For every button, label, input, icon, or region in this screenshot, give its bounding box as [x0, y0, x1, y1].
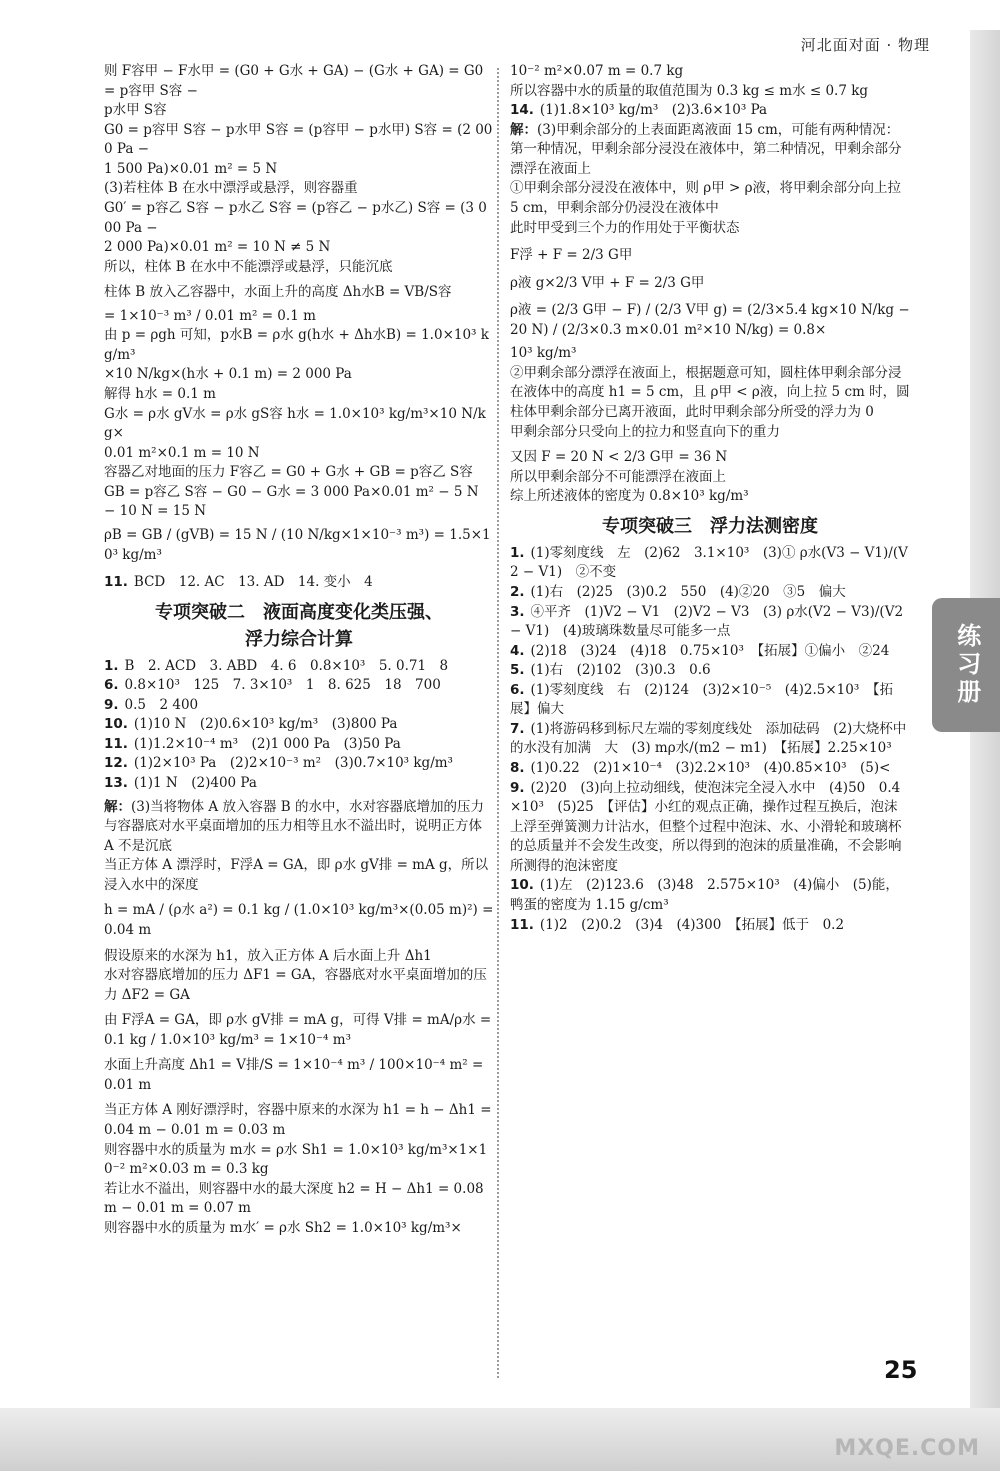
answer-number: 6.: [510, 681, 525, 698]
text-line: = 1×10⁻³ m³ / 0.01 m² = 0.1 m: [104, 307, 316, 324]
text-line: 1 500 Pa)×0.01 m² = 5 N: [104, 160, 278, 177]
answer-line: [510, 583, 910, 603]
answer-line: [104, 774, 494, 794]
side-tab: [932, 598, 1000, 732]
answer-line: [510, 603, 910, 642]
column-divider: [497, 68, 499, 1378]
solution-line: h = mA / (ρ水 a²) = 0.1 kg / (1.0×10³ kg/m³×(0.05 m)²) = 0.04 m: [104, 902, 494, 938]
solution-line: ②甲剩余部分漂浮在液面上，根据题意可知，圆柱体甲剩余部分浸在液体中的高度 h1 = 5 cm，且 ρ甲 < ρ液，向上拉 5 cm 时，圆柱体甲剩余部分已离开液面，此时甲剩余部分所受的浮力为 0: [510, 364, 910, 420]
answer-text: (1)1.8×10³ kg/m³ (2)3.6×10³ Pa: [539, 102, 768, 119]
solution-line: 0.1 kg / 1.0×10³ kg/m³ = 1×10⁻⁴ m³: [104, 1031, 351, 1048]
text-line: ρB = GB / (gVB) = 15 N / (10 N/kg×1×10⁻³ m³) = 1.5×10³ kg/m³: [104, 526, 491, 563]
answer-text: (2)20 (3)向上拉动细线，使泡沫完全浸入水中 (4)50 0.4×10³ (5)25 【评估】小红的观点正确，操作过程互换后，泡沫上浮至弹簧测力计沾水，但整个过程中泡沫、水、小滑轮和玻璃杯的总质量并不会发生改变，所以得到的泡沫的质量准确，不会影响所测得的泡沫密度: [510, 779, 902, 874]
answer-text: (1)右 (2)25 (3)0.2 550 (4)②20 ③5 偏大: [530, 583, 846, 600]
solution-line: 由 F浮A = GA，即 ρ水 gV排 = mA g，可得 V排 = mA/ρ水 =: [104, 1012, 492, 1029]
answer-line: [510, 661, 910, 681]
answer-line: [104, 676, 494, 696]
text-line: GB = p容乙 S容 − G0 − G水 = 3 000 Pa×0.01 m² − 5 N − 10 N = 15 N: [104, 483, 479, 520]
section-title-line: 专项突破二 液面高度变化类压强、: [155, 601, 443, 623]
solution-line: 若让水不溢出，则容器中水的最大深度 h2 = H − Δh1 = 0.08 m − 0.01 m = 0.07 m: [104, 1180, 484, 1217]
solution-line: [104, 798, 494, 857]
answer-text: (1)左 (2)123.6 (3)48 2.575×10³ (4)偏小 (5)能，鸭蛋的密度为 1.15 g/cm³: [510, 877, 899, 913]
answer-line: [104, 735, 494, 755]
answer-text: (1)零刻度线 右 (2)124 (3)2×10⁻⁵ (4)2.5×10³ 【拓展】偏大: [510, 681, 894, 718]
answer-text: BCD 12. AC 13. AD 14. 变小 4: [133, 574, 373, 591]
solution-line: 则容器中水的质量为 m水′ = ρ水 Sh2 = 1.0×10³ kg/m³×: [104, 1219, 462, 1236]
solution-line: F浮 + F = 2/3 G甲: [510, 247, 633, 264]
answer-line: [510, 642, 910, 662]
right-column: [510, 62, 910, 935]
text-line: (3)若柱体 B 在水中漂浮或悬浮，则容器重: [104, 180, 358, 197]
solution-line: 所以甲剩余部分不可能漂浮在液面上: [510, 468, 726, 485]
answer-text: ④平齐 (1)V2 − V1 (2)V2 − V3 (3) ρ水(V2 − V3)/(V2 − V1) (4)玻璃珠数量尽可能多一点: [510, 603, 904, 640]
solution-text: (3)当将物体 A 放入容器 B 的水中，水对容器底增加的压力与容器底对水平桌面增加的压力相等且水不溢出时，说明正方体 A 不是沉底: [104, 798, 484, 854]
solution-line: ①甲剩余部分浸没在液体中，则 ρ甲 > ρ液，将甲剩余部分向上拉 5 cm，甲剩余部分仍浸没在液体中: [510, 180, 902, 216]
answer-line: [510, 779, 910, 877]
answer-text: (1)将游码移到标尺左端的零刻度线处 添加砝码 (2)大烧杯中的水没有加满 大 (3) mρ水/(m2 − m1) 【拓展】2.25×10³: [510, 720, 907, 757]
text-line: p水甲 S容: [104, 102, 167, 119]
answer-number: 10.: [104, 716, 128, 733]
section-title: [104, 599, 494, 653]
answer-line: [104, 696, 494, 716]
solution-line: 水面上升高度 Δh1 = V排/S = 1×10⁻⁴ m³ / 100×10⁻⁴ m² = 0.01 m: [104, 1057, 484, 1093]
text-line: 0.01 m²×0.1 m = 10 N: [104, 444, 260, 461]
answer-number: 11.: [104, 574, 128, 591]
side-tab-label: 练习册: [952, 623, 981, 707]
solution-label: 解：: [104, 798, 131, 815]
answer-text: (1)1 N (2)400 Pa: [133, 775, 257, 791]
answer-text: (1)10 N (2)0.6×10³ kg/m³ (3)800 Pa: [133, 716, 398, 733]
answer-number: 9.: [510, 779, 525, 796]
answer-line: [510, 720, 910, 759]
answer-number: 2.: [510, 583, 525, 600]
solution-line: 当正方体 A 漂浮时，F浮A = GA，即 ρ水 gV排 = mA g，所以浸入水中的深度: [104, 857, 489, 893]
solution-line: 10³ kg/m³: [510, 345, 577, 362]
section-title: 专项突破三 浮力法测密度: [602, 515, 818, 537]
answer-number: 12.: [104, 755, 128, 772]
text-line: G0 = p容甲 S容 − p水甲 S容 = (p容甲 − p水甲) S容 = (2 000 Pa −: [104, 121, 493, 158]
answer-number: 4.: [510, 642, 525, 659]
solution-line: 假设原来的水深为 h1，放入正方体 A 后水面上升 Δh1: [104, 947, 432, 964]
solution-line: 当正方体 A 刚好漂浮时，容器中原来的水深为 h1 = h − Δh1 = 0.04 m − 0.01 m = 0.03 m: [104, 1102, 492, 1138]
answer-line: [104, 573, 494, 593]
text-line: 所以容器中水的质量的取值范围为 0.3 kg ≤ m水 ≤ 0.7 kg: [510, 82, 869, 99]
answer-number: 11.: [510, 916, 534, 933]
solution-label: 解：: [510, 121, 537, 138]
answer-text: (1)2 (2)0.2 (3)4 (4)300 【拓展】低于 0.2: [539, 916, 845, 933]
answer-text: (1)1.2×10⁻⁴ m³ (2)1 000 Pa (3)50 Pa: [133, 735, 401, 752]
answer-number: 5.: [510, 662, 525, 679]
solution-line: 综上所述液体的密度为 0.8×10³ kg/m³: [510, 488, 749, 505]
answer-line: [104, 657, 494, 677]
text-line: 容器乙对地面的压力 F容乙 = G0 + G水 + GB = p容乙 S容: [104, 464, 473, 481]
text-line: 2 000 Pa)×0.01 m² = 10 N ≠ 5 N: [104, 239, 331, 256]
answer-line: [510, 101, 910, 121]
answer-number: 8.: [510, 760, 525, 776]
answer-text: 0.8×10³ 125 7. 3×10³ 1 8. 625 18 700: [124, 677, 441, 694]
solution-line: 则容器中水的质量为 m水 = ρ水 Sh1 = 1.0×10³ kg/m³×1×10⁻² m²×0.03 m = 0.3 kg: [104, 1141, 488, 1178]
answer-number: 1.: [510, 544, 525, 561]
left-column: [104, 62, 494, 1238]
text-line: 解得 h水 = 0.1 m: [104, 386, 216, 402]
page-number: 25: [884, 1356, 918, 1384]
answer-line: [510, 681, 910, 720]
solution-line: 此时甲受到三个力的作用处于平衡状态: [510, 219, 740, 236]
answer-number: 3.: [510, 603, 525, 620]
answer-line: [510, 916, 910, 936]
answer-text: (1)右 (2)102 (3)0.3 0.6: [530, 662, 711, 679]
solution-line: 甲剩余部分只受向上的拉力和竖直向下的重力: [510, 423, 780, 440]
answer-text: (1)2×10³ Pa (2)2×10⁻³ m² (3)0.7×10³ kg/m³: [133, 755, 453, 772]
answer-number: 1.: [104, 657, 119, 674]
solution-line: ρ液 g×2/3 V甲 + F = 2/3 G甲: [510, 274, 705, 291]
answer-text: (2)18 (3)24 (4)18 0.75×10³ 【拓展】①偏小 ②24: [530, 642, 890, 659]
answer-number: 9.: [104, 696, 119, 713]
answer-number: 6.: [104, 677, 119, 694]
text-line: 由 p = ρgh 可知，p水B = ρ水 g(h水 + Δh水B) = 1.0×10³ kg/m³: [104, 327, 489, 363]
solution-line: 水对容器底增加的压力 ΔF1 = GA，容器底对水平桌面增加的压力 ΔF2 = GA: [104, 967, 487, 1003]
solution-line: 又因 F = 20 N < 2/3 G甲 = 36 N: [510, 449, 728, 466]
solution-line: ρ液 = (2/3 G甲 − F) / (2/3 V甲 g) = (2/3×5.4 kg×10 N/kg − 20 N) / (2/3×0.3 m×0.01 m²×10 N/kg) = 0.8×: [510, 302, 910, 338]
text-line: 柱体 B 放入乙容器中，水面上升的高度 Δh水B = VB/S容: [104, 284, 452, 301]
text-line: 则 F容甲 − F水甲 = (G0 + G水 + GA) − (G水 + GA) = G0 = p容甲 S容 −: [104, 63, 484, 99]
answer-number: 13.: [104, 775, 128, 791]
answer-text: 0.5 2 400: [124, 696, 199, 713]
text-line: 10⁻² m²×0.07 m = 0.7 kg: [510, 63, 684, 79]
answer-number: 10.: [510, 877, 534, 894]
answer-text: B 2. ACD 3. ABD 4. 6 0.8×10³ 5. 0.71 8: [124, 657, 449, 674]
running-header: 河北面对面 · 物理: [800, 36, 930, 54]
answer-number: 14.: [510, 102, 534, 119]
answer-line: [510, 544, 910, 583]
answer-number: 7.: [510, 720, 525, 737]
answer-line: [510, 876, 910, 915]
answer-number: 11.: [104, 735, 128, 752]
solution-text: (3)甲剩余部分的上表面距离液面 15 cm，可能有两种情况：第一种情况，甲剩余部分浸没在液体中，第二种情况，甲剩余部分漂浮在液面上: [510, 121, 902, 177]
answer-text: (1)零刻度线 左 (2)62 3.1×10³ (3)① ρ水(V3 − V1)/(V2 − V1) ②不变: [510, 544, 908, 581]
text-line: 所以，柱体 B 在水中不能漂浮或悬浮，只能沉底: [104, 258, 393, 275]
answer-line: [104, 754, 494, 774]
answer-line: [510, 759, 910, 779]
text-line: G水 = ρ水 gV水 = ρ水 gS容 h水 = 1.0×10³ kg/m³×10 N/kg×: [104, 405, 486, 442]
text-line: ×10 N/kg×(h水 + 0.1 m) = 2 000 Pa: [104, 366, 352, 383]
solution-line: [510, 121, 910, 180]
text-line: G0′ = p容乙 S容 − p水乙 S容 = (p容乙 − p水乙) S容 = (3 000 Pa −: [104, 199, 487, 236]
watermark-logo: MXQE.COM: [834, 1436, 980, 1461]
section-title-line: 浮力综合计算: [245, 628, 353, 650]
answer-text: (1)0.22 (2)1×10⁻⁴ (3)2.2×10³ (4)0.85×10³ (5)<: [530, 760, 891, 776]
answer-line: [104, 715, 494, 735]
